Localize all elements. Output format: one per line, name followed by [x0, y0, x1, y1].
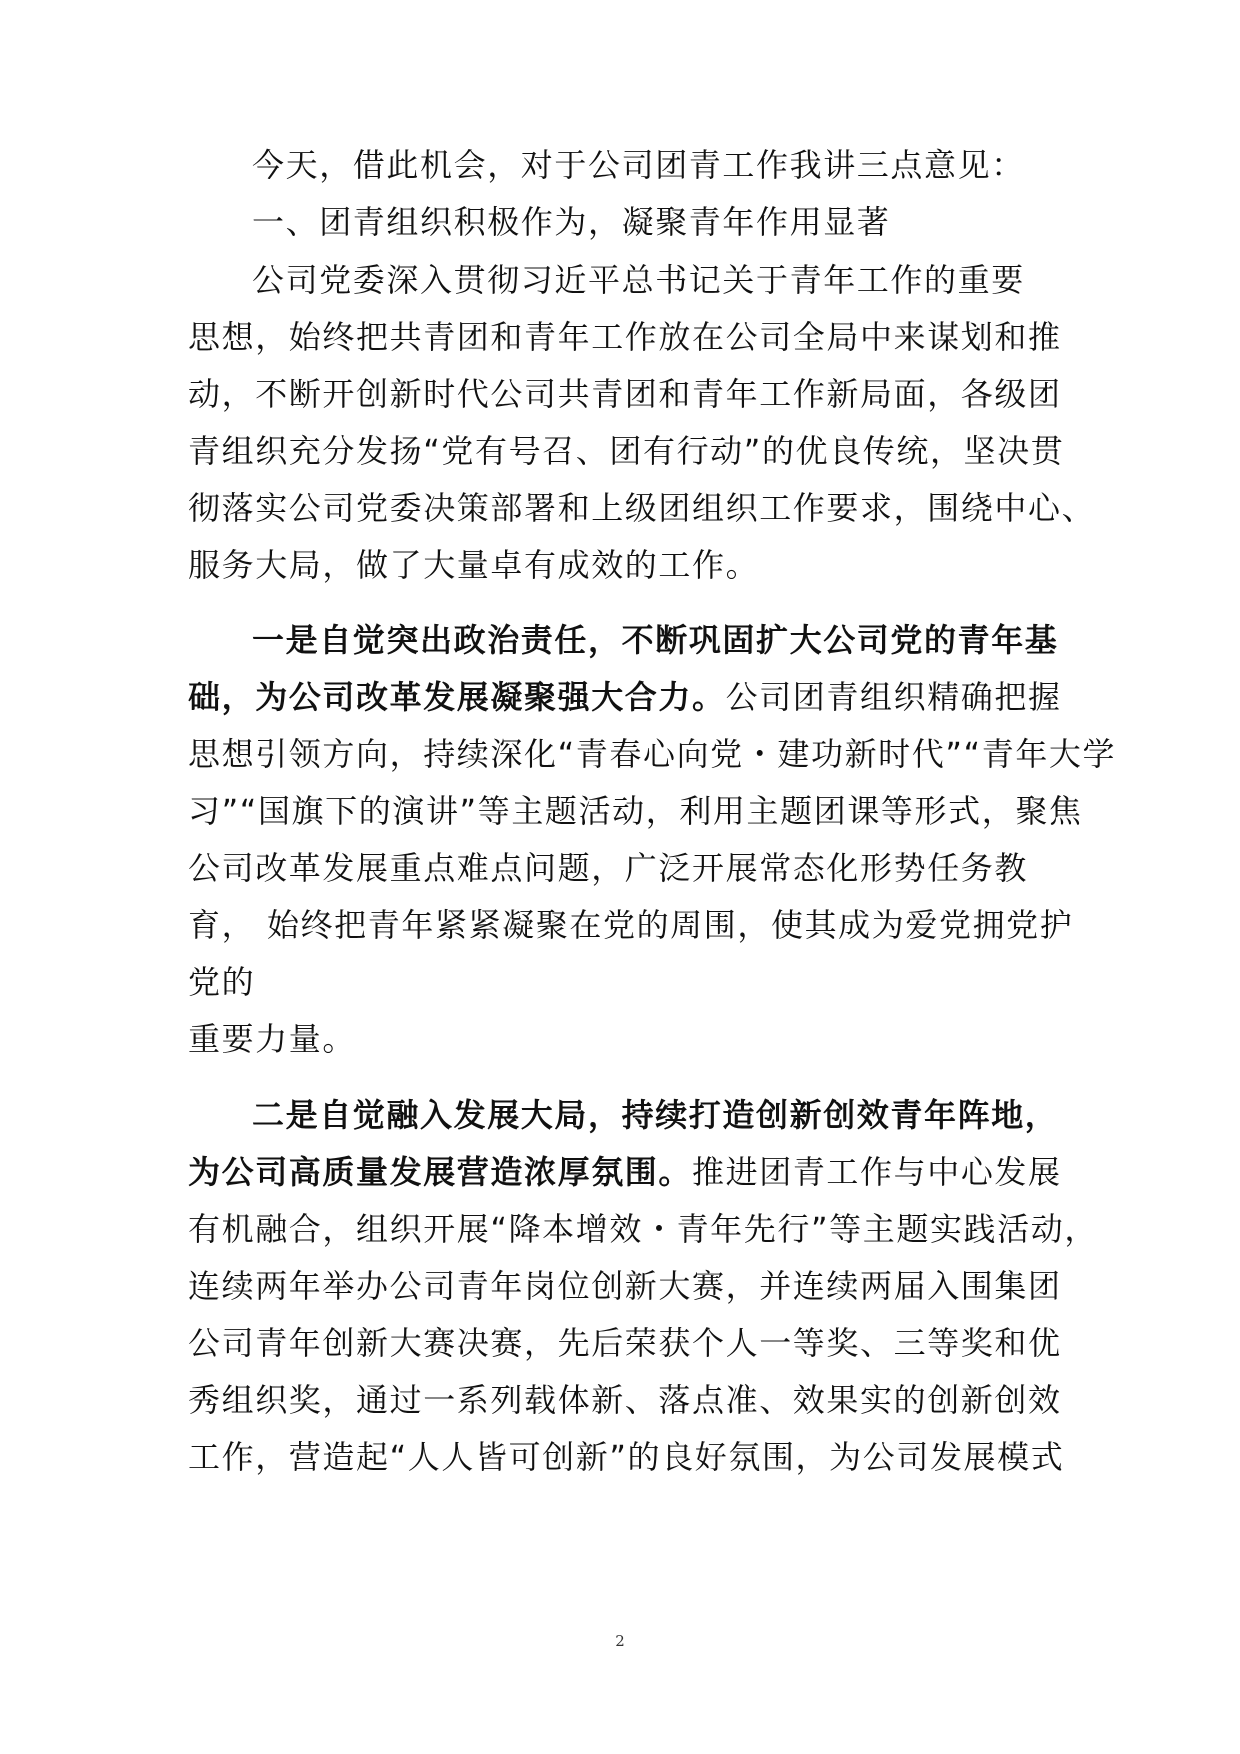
paragraph2-line [188, 675, 1062, 719]
paragraph2-line: 育， 始终把青年紧紧凝聚在党的周围，使其成为爱党拥党护 [188, 906, 1074, 944]
paragraph3-line: 连续两年举办公司青年岗位创新大赛，并连续两届入围集团 [188, 1267, 1062, 1305]
paragraph2-line: 思想引领方向，持续深化“青春心向党・建功新时代”“青年大学 [188, 735, 1117, 773]
paragraph2-bold-heading: 础，为公司改革发展凝聚强大合力。 [188, 678, 726, 716]
paragraph3-text: 推进团青工作与中心发展 [692, 1153, 1062, 1191]
paragraph1-line: 青组织充分发扬“党有号召、团有行动”的优良传统，坚决贯 [188, 432, 1065, 470]
page-number: 2 [615, 1632, 625, 1650]
paragraph3-bold-heading: 为公司高质量发展营造浓厚氛围。 [188, 1153, 693, 1191]
paragraph1-line: 动，不断开创新时代公司共青团和青年工作新局面，各级团 [188, 375, 1062, 413]
paragraph2-line: 习”“国旗下的演讲”等主题活动，利用主题团课等形式，聚焦 [188, 792, 1083, 830]
paragraph3-line: 有机融合，组织开展“降本增效・青年先行”等主题实践活动， [188, 1210, 1098, 1248]
paragraph3-line: 工作，营造起“人人皆可创新”的良好氛围，为公司发展模式 [188, 1438, 1065, 1476]
section-heading: 一、团青组织积极作为，凝聚青年作用显著 [252, 203, 891, 241]
paragraph2-line: 党的 [188, 963, 256, 1001]
paragraph2-line: 公司改革发展重点难点问题，广泛开展常态化形势任务教 [188, 849, 1029, 887]
paragraph3-line: 秀组织奖，通过一系列载体新、落点准、效果实的创新创效 [188, 1381, 1062, 1419]
paragraph1-line: 公司党委深入贯彻习近平总书记关于青年工作的重要 [252, 261, 1025, 299]
paragraph2-text: 公司团青组织精确把握 [725, 678, 1062, 716]
paragraph3-bold-heading: 二是自觉融入发展大局，持续打造创新创效青年阵地， [252, 1096, 1059, 1134]
paragraph2-bold-heading: 一是自觉突出政治责任，不断巩固扩大公司党的青年基 [252, 621, 1059, 659]
paragraph1-line: 服务大局，做了大量卓有成效的工作。 [188, 546, 760, 584]
intro-line: 今天，借此机会，对于公司团青工作我讲三点意见： [252, 146, 1025, 184]
paragraph1-line: 彻落实公司党委决策部署和上级团组织工作要求，围绕中心、 [188, 489, 1096, 527]
paragraph2-line: 重要力量。 [188, 1020, 357, 1058]
paragraph1-line: 思想，始终把共青团和青年工作放在公司全局中来谋划和推 [188, 318, 1062, 356]
paragraph3-line: 公司青年创新大赛决赛，先后荣获个人一等奖、三等奖和优 [188, 1324, 1062, 1362]
paragraph3-line [188, 1150, 1062, 1194]
